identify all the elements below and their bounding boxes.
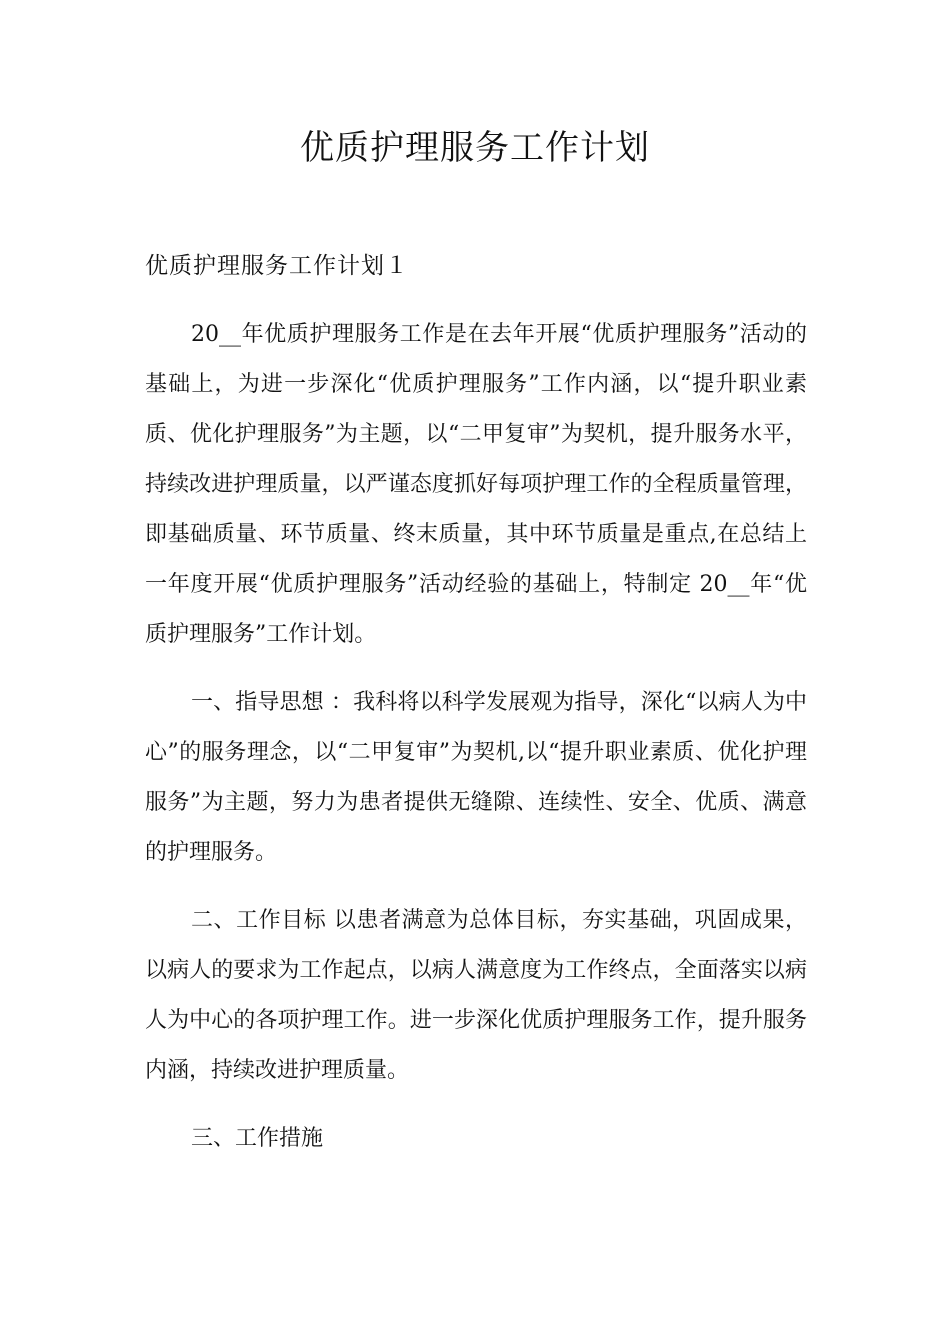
section-heading: 优质护理服务工作计划１ [145, 253, 409, 279]
document-body [145, 310, 807, 1164]
document-title: 优质护理服务工作计划 [300, 128, 650, 168]
paragraph-work-goals: 二、工作目标 以患者满意为总体目标，夯实基础，巩固成果，以病人的要求为工作起点，以病人满意度为工作终点，全面落实以病人为中心的各项护理工作。进一步深化优质护理服务工作，提升服务内涵，持续改进护理质量。 [145, 908, 807, 1083]
paragraph-guiding-thought: 一、指导思想 ：我科将以科学发展观为指导，深化“以病人为中心”的服务理念，以“二甲复审”为契机,以“提升职业素质、优化护理服务”为主题，努力为患者提供无缝隙、连续性、安全、优质、满意的护理服务。 [145, 690, 807, 865]
paragraph-work-measures: 三、工作措施 [191, 1126, 324, 1151]
paragraph-intro: 20__年优质护理服务工作是在去年开展“优质护理服务”活动的基础上，为进一步深化“优质护理服务”工作内涵，以“提升职业素质、优化护理服务”为主题，以“二甲复审”为契机，提升服务水平，持续改进护理质量，以严谨态度抓好每项护理工作的全程质量管理，即基础质量、环节质量、终末质量，其中环节质量是重点,在总结上一年度开展“优质护理服务”活动经验的基础上，特制定 20__年“优质护理服务”工作计划。 [145, 322, 807, 647]
